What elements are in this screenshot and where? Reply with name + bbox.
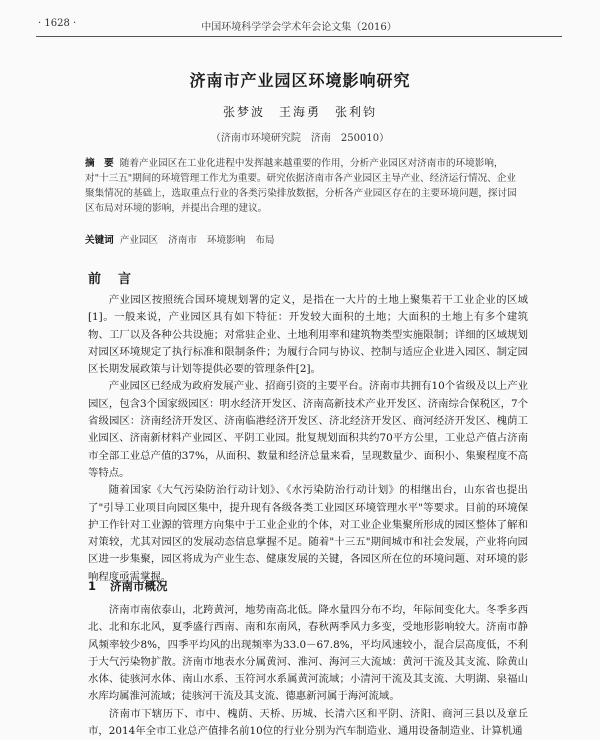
keywords bbox=[85, 232, 525, 246]
section-title: 济南市概况 bbox=[110, 579, 168, 593]
preface-body bbox=[88, 292, 528, 586]
header-divider bbox=[36, 36, 562, 37]
abstract-label: 摘 要 bbox=[85, 158, 114, 169]
overview-body bbox=[88, 602, 528, 740]
running-header bbox=[38, 18, 560, 34]
keyword: 产业园区 bbox=[119, 235, 159, 246]
affiliation: （济南市环境研究院 济南 250010） bbox=[210, 133, 390, 144]
abstract bbox=[85, 156, 525, 216]
section-number: 1 bbox=[88, 579, 97, 593]
section-heading-overview bbox=[88, 578, 168, 594]
paragraph: 济南市南依泰山，北跨黄河，地势南高北低。降水量四分布不均，年际间变化大。冬季多西北、北和东北风，夏季盛行西南、南和东南风，春秋两季风力多变，受地形影响较大。济南市静风频率较少8%，四季平均风的出现频率为33.0－67.8%，平均风速较小，混合层高度低，不利于大气污染物扩散。济南市地表水分属黄河、淮河、海河三大流域：黄河干流及其支流、除黄山水体、徒骇河水体、南山水系、玉符河水系属黄河流域；小清河干流及其支流、大明湖、泉福山水库均属淮河流域；徒骇河干流及其支流、德惠新河属于海河流域。 bbox=[88, 604, 528, 703]
keyword: 布局 bbox=[255, 235, 275, 246]
paragraph: 随着国家《大气污染防治行动计划》、《水污染防治行动计划》的相继出台，山东省也提出了"引导工业项目向园区集中，提升现有各级各类工业园区环境管理水平"等要求。目前的环境保护工作针对工业源的管理方向集中于工业企业的个体，对工业企业集聚所形成的园区整体了解和对策较，尤其对园区的发展动态信息掌握不足。随着"十三五"期间城市和社会发展，产业将向园区进一步集聚，园区将成为产业生态、健康发展的关键，各园区所在位的环境问题、对环境的影响程度亟需掌握。 bbox=[88, 484, 528, 583]
paragraph: 产业园区按照统合国环境规划署的定义，是指在一大片的土地上聚集若干工业企业的区域[1]。一般来说，产业园区具有如下特征：开发较大面积的土地；大面积的土地上有多个建筑物、工厂以及各种公共设施；对常驻企业、土地利用率和建筑物类型实施限制；详细的区域规划对园区环境规定了执行标准和限制条件；为履行合同与协议、控制与适应企业进入园区、制定园区长期发展政策与计划等提供必要的管理条件[2]。 bbox=[88, 294, 528, 376]
journal-name: 中国环境科学学会学术年会论文集（2016） bbox=[201, 22, 397, 33]
author-list: 张梦波 王海勇 张利钧 bbox=[222, 105, 377, 119]
paragraph: 产业园区已经成为政府发展产业、招商引资的主要平台。济南市共拥有10个省级及以上产业园区，包含3个国家级园区：明水经济开发区、济南高新技术产业开发区、济南综合保税区，7个省级园区：济南经济开发区、济南临港经济开发区、济北经济开发区、商河经济开发区、槐荫工业园区、济南新材料产业园区、平阴工业园。批复规划面积共约70平方公里，工业总产值占济南市全部工业总产值的37%，从面积、数量和经济总量来看，呈现数量少、面积小、集聚程度不高等特点。 bbox=[88, 380, 528, 479]
abstract-text: 随着产业园区在工业化进程中发挥越来越重要的作用，分析产业园区对济南市的环境影响，对"十三五"期间的环境管理工作尤为重要。研究依据济南市各产业园区主导产业、经济运行情况、企业聚集情况的基础上，选取重点行业的各类污染排放数据，分析各产业园区存在的主要环境问题，探讨园区布局对环境的影响，并提出合理的建议。 bbox=[85, 158, 517, 214]
paper-title: 济南市产业园区环境影响研究 bbox=[189, 71, 411, 90]
keyword: 济南市 bbox=[168, 235, 197, 246]
keyword: 环境影响 bbox=[206, 235, 246, 246]
page-number: · 1628 · bbox=[38, 18, 77, 29]
paragraph: 济南市下辖历下、市中、槐荫、天桥、历城、长清六区和平阴、济阳、商河三县以及章丘市，2014年全市工业总产值排名前10位的行业分别为汽车制造业、通用设备制造业、计算机通 bbox=[88, 707, 528, 738]
section-heading-preface: 前 言 bbox=[88, 272, 134, 287]
keywords-label: 关键词 bbox=[85, 235, 114, 246]
